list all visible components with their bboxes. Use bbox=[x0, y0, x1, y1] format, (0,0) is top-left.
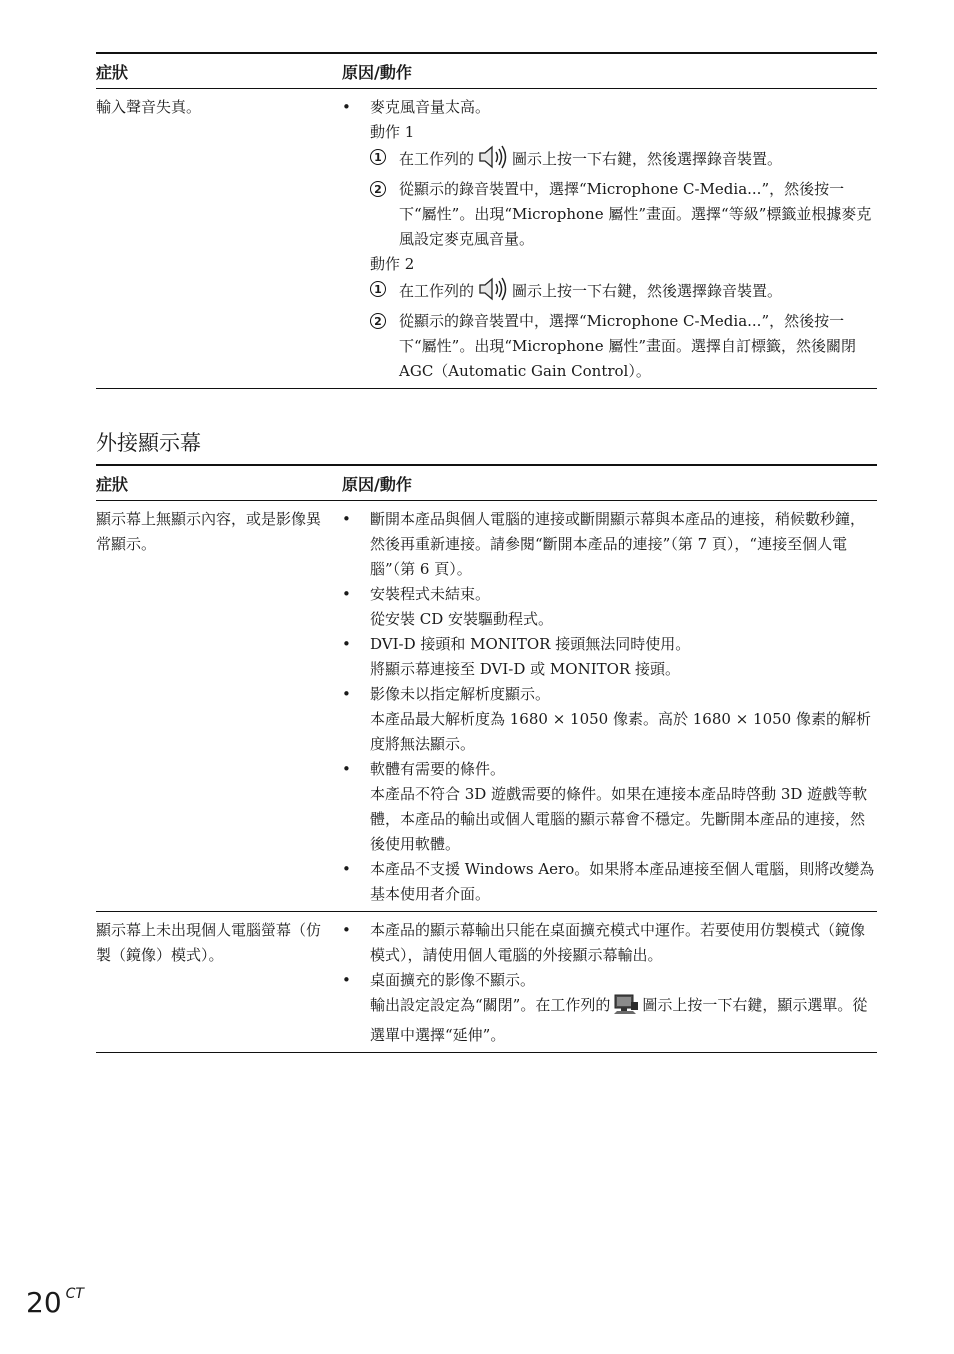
step-item: 2 從顯示的錄音裝置中，選擇“Microphone C-Media...”，然後按一下“屬性”。出現“Microphone 屬性”畫面。選擇“等級”標籤並根據麥克風設定麥克風音量。 bbox=[370, 177, 877, 252]
cause-cell bbox=[342, 501, 877, 912]
symptom-cell: 輸入聲音失真。 bbox=[96, 89, 342, 389]
symptom-cell: 顯示幕上未出現個人電腦螢幕（仿製（鏡像）模式）。 bbox=[96, 912, 342, 1053]
action-label: 動作 1 bbox=[370, 123, 415, 141]
action-label: 動作 2 bbox=[370, 255, 415, 273]
cause-cell bbox=[342, 912, 877, 1053]
table-row bbox=[96, 912, 877, 1053]
list-item: • 斷開本產品與個人電腦的連接或斷開顯示幕與本產品的連接，稍候數秒鐘，然後再重新連接。請參閱“斷開本產品的連接”（第 7 頁），“連接至個人電腦”（第 6 頁）。 bbox=[342, 507, 877, 582]
list-item: • 軟體有需要的條件。 本產品不符合 3D 遊戲需要的條件。如果在連接本產品時啓動 3D 遊戲等軟體，本產品的輸出或個人電腦的顯示幕會不穩定。先斷開本產品的連接，然後使用軟體。 bbox=[342, 757, 877, 857]
page-suffix: CT bbox=[65, 1286, 84, 1302]
step-number: 2 bbox=[370, 181, 386, 197]
step-number: 2 bbox=[370, 313, 386, 329]
symptom-cell: 顯示幕上無顯示內容，或是影像異常顯示。 bbox=[96, 501, 342, 912]
table-row bbox=[96, 501, 877, 912]
external-display-troubleshooting-table bbox=[96, 464, 877, 1053]
step-item: 2 從顯示的錄音裝置中，選擇“Microphone C-Media...”，然後按一下“屬性”。出現“Microphone 屬性”畫面。選擇自訂標籤，然後關閉 AGC（Automatic Gain Control）。 bbox=[370, 309, 877, 384]
speaker-icon bbox=[477, 277, 509, 309]
step-item: 1 在工作列的 圖示上按一下右鍵，然後選擇錄音裝置。 bbox=[370, 277, 877, 309]
section-title: 外接顯示幕 bbox=[96, 431, 201, 455]
column-header-cause: 原因/動作 bbox=[342, 53, 877, 89]
table-row bbox=[96, 89, 877, 389]
display-adapter-icon bbox=[613, 993, 639, 1023]
step-number: 1 bbox=[370, 149, 386, 165]
list-item: • 影像未以指定解析度顯示。 本產品最大解析度為 1680 × 1050 像素。高於 1680 × 1050 像素的解析度將無法顯示。 bbox=[342, 682, 877, 757]
column-header-symptom: 症狀 bbox=[96, 465, 342, 501]
list-item: • 桌面擴充的影像不顯示。 輸出設定設定為“關閉”。在工作列的 圖示上按一下右鍵，顯示選單。從選單中選擇“延伸”。 bbox=[342, 968, 877, 1048]
list-item: • DVI-D 接頭和 MONITOR 接頭無法同時使用。 將顯示幕連接至 DVI-D 或 MONITOR 接頭。 bbox=[342, 632, 877, 682]
list-item: • 麥克風音量太高。 動作 1 1 在工作列的 圖示上按一下右鍵，然後選擇錄音裝置。 2 從顯示的錄音裝置中，選擇“Microphone C-Media...”，然後按一下“屬性”。出現“Microphone 屬性”畫面。選擇“等級”標籤並根據麥克風設定麥克風音量。 動作 2 1 在工作列的 圖示上按一下右鍵，然後選擇錄音裝置。 2 從顯示的錄音裝置中，選擇“Microphone C-Media...”，然後按一下“屬性”。出現“Microphone 屬性”畫面。選擇自訂標籤，然後關閉 AGC（Automatic Gain Control）。 bbox=[342, 95, 877, 384]
speaker-icon bbox=[477, 145, 509, 177]
column-header-cause: 原因/動作 bbox=[342, 465, 877, 501]
list-item: • 安裝程式未結束。 從安裝 CD 安裝驅動程式。 bbox=[342, 582, 877, 632]
cause-cell bbox=[342, 89, 877, 389]
column-header-symptom: 症狀 bbox=[96, 53, 342, 89]
table-header bbox=[96, 53, 877, 89]
list-item: • 本產品的顯示幕輸出只能在桌面擴充模式中運作。若要使用仿製模式（鏡像模式），請使用個人電腦的外接顯示幕輸出。 bbox=[342, 918, 877, 968]
page-number: 20 $^{CT}$ bbox=[26, 1286, 84, 1319]
step-number: 1 bbox=[370, 281, 386, 297]
step-item: 1 在工作列的 圖示上按一下右鍵，然後選擇錄音裝置。 bbox=[370, 145, 877, 177]
microphone-troubleshooting-table bbox=[96, 52, 877, 389]
list-item: • 本產品不支援 Windows Aero。如果將本產品連接至個人電腦，則將改變為基本使用者介面。 bbox=[342, 857, 877, 907]
table-header bbox=[96, 465, 877, 501]
